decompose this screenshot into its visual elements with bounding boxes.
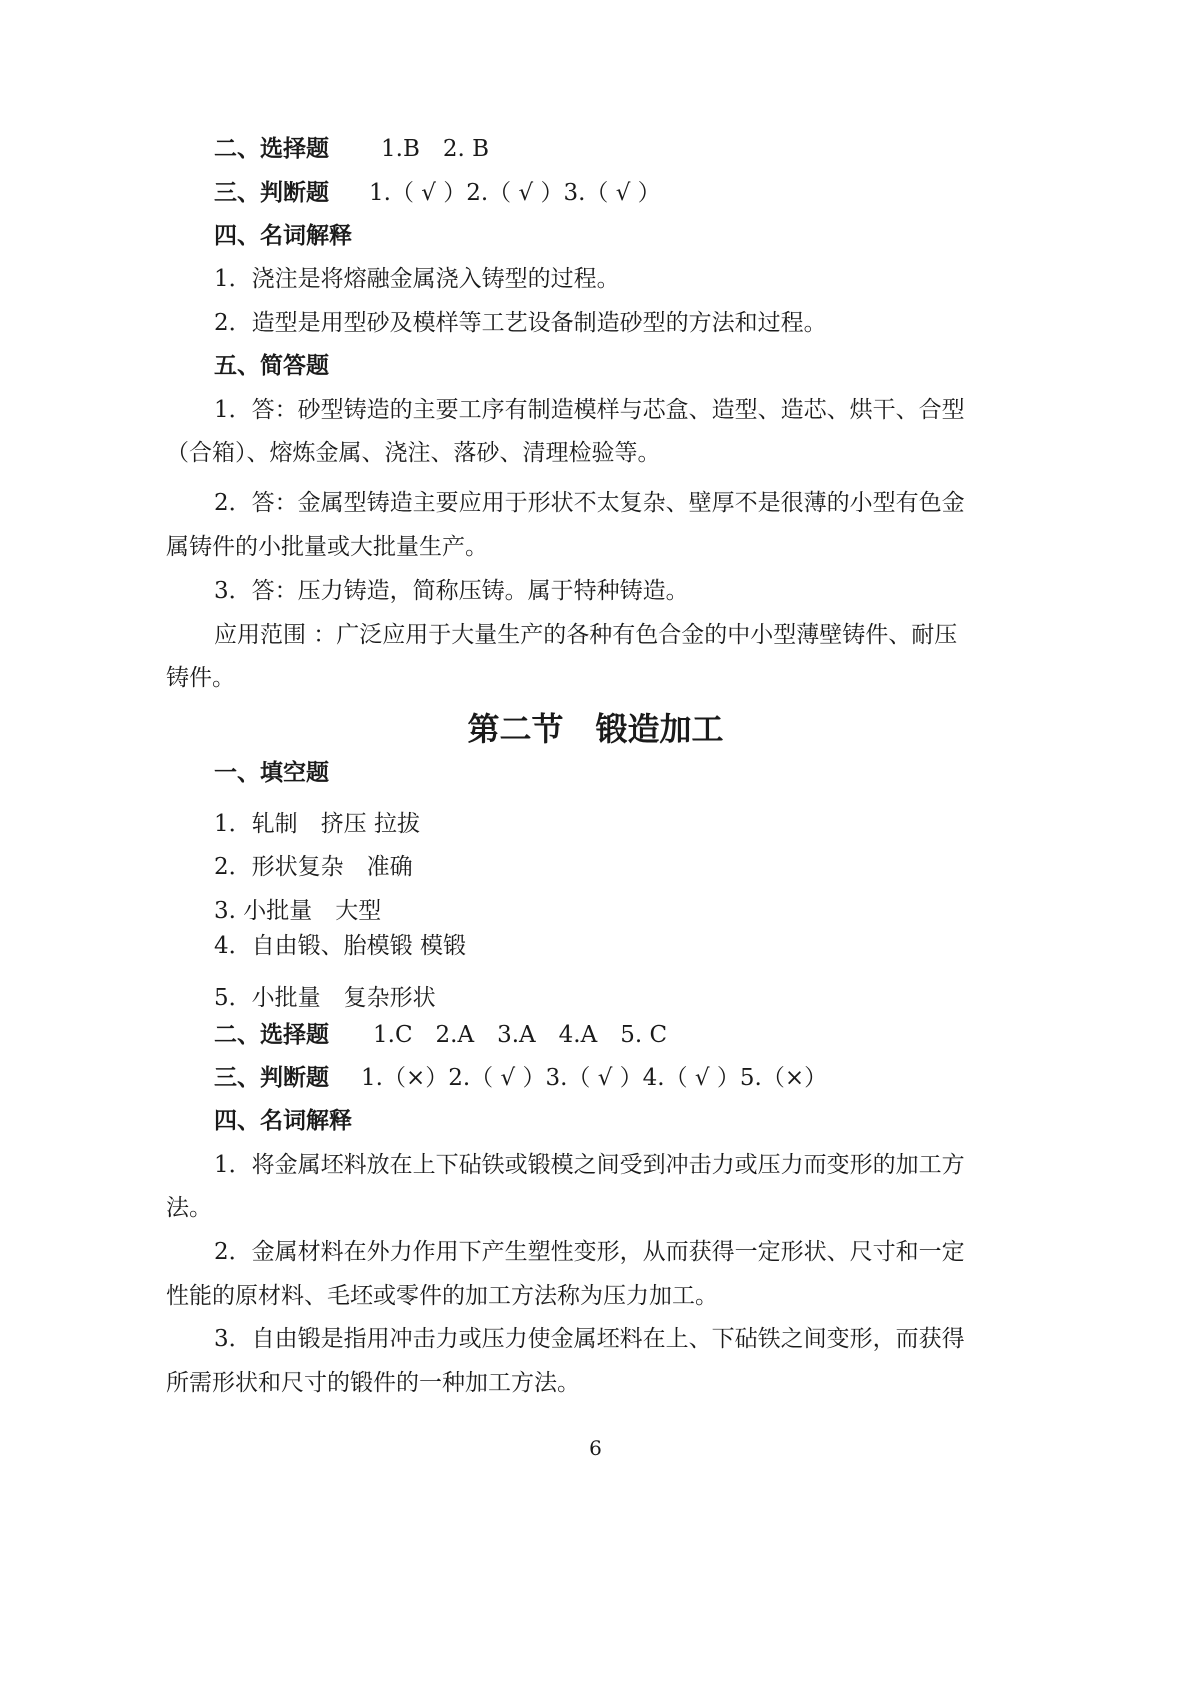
choice-heading: 二、选择题 <box>214 136 329 162</box>
fill-item: 5．小批量 复杂形状 <box>214 985 436 1011</box>
term-3-line-2: 所需形状和尺寸的锻件的一种加工方法。 <box>166 1370 580 1396</box>
judge-answer-line-2 <box>0 1063 1191 1093</box>
short-answer-2-line-1: 2．答：金属型铸造主要应用于形状不太复杂、壁厚不是很薄的小型有色金 <box>214 490 965 516</box>
fill-item: 1．轧制 挤压 拉拔 <box>214 811 420 837</box>
short-answer-heading: 五、简答题 <box>214 353 329 379</box>
fill-heading: 一、填空题 <box>214 760 329 786</box>
terms-heading: 四、名词解释 <box>214 223 352 249</box>
choice-answer-line-2 <box>0 1020 1191 1050</box>
judge-answers: 1.（×）2.（ √ ）3.（ √ ）4.（ √ ）5.（×） <box>361 1065 828 1091</box>
choice-heading: 二、选择题 <box>214 1022 329 1048</box>
term-1-line-1: 1．将金属坯料放在上下砧铁或锻模之间受到冲击力或压力而变形的加工方 <box>214 1152 965 1178</box>
scope-line-2: 铸件。 <box>166 665 235 691</box>
scope-line-1: 应用范围 ：广泛应用于大量生产的各种有色合金的中小型薄壁铸件、耐压 <box>214 622 958 648</box>
choice-answer-line-1 <box>0 134 1191 164</box>
choice-answers: 1.B 2. B <box>381 136 490 162</box>
choice-answers: 1.C 2.A 3.A 4.A 5. C <box>373 1022 668 1048</box>
short-answer-2-line-2: 属铸件的小批量或大批量生产。 <box>166 534 488 560</box>
short-answer-3: 3．答：压力铸造，简称压铸。属于特种铸造。 <box>214 578 689 604</box>
judge-answers: 1.（ √ ）2.（ √ ）3.（ √ ） <box>369 180 661 206</box>
term-1-line-2: 法。 <box>166 1195 212 1221</box>
term-item: 1．浇注是将熔融金属浇入铸型的过程。 <box>214 266 620 292</box>
term-3-line-1: 3．自由锻是指用冲击力或压力使金属坯料在上、下砧铁之间变形，而获得 <box>214 1326 965 1352</box>
fill-item: 3. 小批量 大型 <box>214 898 382 924</box>
judge-heading: 三、判断题 <box>214 180 329 206</box>
fill-item: 2．形状复杂 准确 <box>214 854 413 880</box>
term-2-line-2: 性能的原材料、毛坯或零件的加工方法称为压力加工。 <box>166 1283 718 1309</box>
term-2-line-1: 2．金属材料在外力作用下产生塑性变形，从而获得一定形状、尺寸和一定 <box>214 1239 965 1265</box>
terms-heading: 四、名词解释 <box>214 1108 352 1134</box>
section-title: 第二节 锻造加工 <box>467 710 724 748</box>
fill-item: 4．自由锻、胎模锻 模锻 <box>214 933 466 959</box>
page-number: 6 <box>589 1436 602 1460</box>
short-answer-1-line-1: 1．答：砂型铸造的主要工序有制造模样与芯盒、造型、造芯、烘干、合型 <box>214 397 965 423</box>
judge-heading: 三、判断题 <box>214 1065 329 1091</box>
judge-answer-line-1 <box>0 178 1191 208</box>
term-item: 2．造型是用型砂及模样等工艺设备制造砂型的方法和过程。 <box>214 310 827 336</box>
short-answer-1-line-2: （合箱）、熔炼金属、浇注、落砂、清理检验等。 <box>166 440 661 466</box>
